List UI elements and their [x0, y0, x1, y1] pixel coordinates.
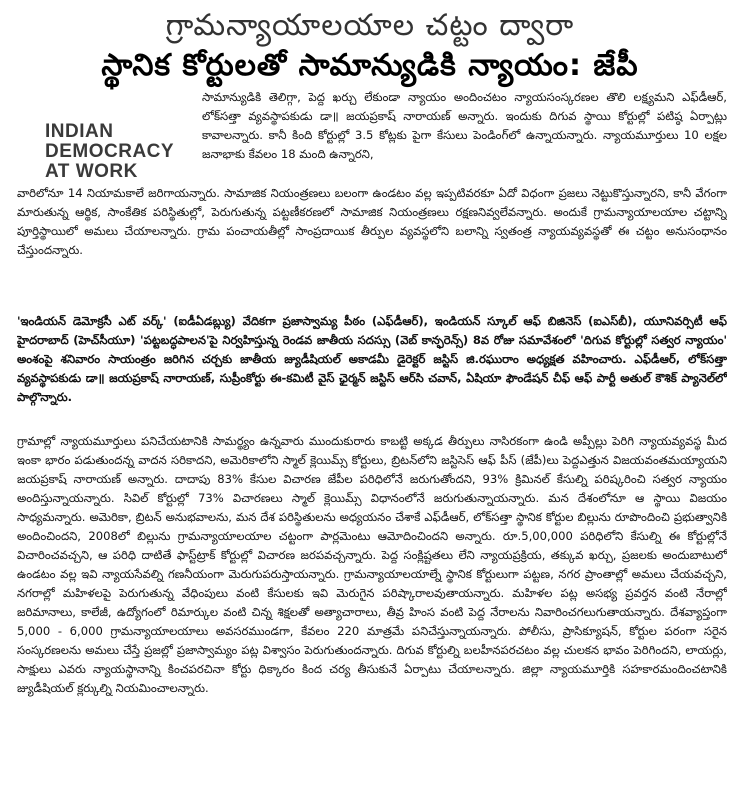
headline: [40, 6, 700, 86]
logo-line-3: AT WORK: [45, 161, 138, 182]
paragraph-1-beside-logo: సామాన్యుడికి తెలిగ్గా, పెద్ద ఖర్చు లేకుండా న్యాయం అందించటం న్యాయసంస్కరణల తొలి లక్ష్యమని ఎఫ్‌డీఆర్, లోక్‌సత్తా వ్యవస్థాపకుడు డా॥ జయప్రకాష్ నారాయణ్ అన్నారు. ఇందుకు దిగువ స్థాయి కోర్టుల్లో పటిష్ఠ ఏర్పాట్లు కావాలన్నారు. కానీ కింది కోర్టుల్లో 3.5 కోట్లకు పైగా కేసులు పెండింగ్‌లో ఉన్నాయన్నారు. న్యాయమూర్తులు 10 లక్షల జనాభాకు కేవలం 18 మంది ఉన్నారని,: [202, 90, 727, 161]
paragraph-3-body: గ్రామాల్లో న్యాయమూర్తులు పనిచేయటానికి సామర్థ్యం ఉన్నవారు ముందుకురారు కాబట్టి అక్కడ తీర్పులు నాసిరకంగా ఉండి అప్పీల్లు పెరిగి న్యాయవ్యవస్థ మీద ఇంకా భారం పడుతుందన్న వాదన సరికాదని, అమెరికాలోని స్మాల్ క్లెయిమ్స్ కోర్టులు, బ్రిటన్‌లోని జస్టిసెస్ ఆఫ్ పీస్ (జేపీ)లు పెద్దఎత్తున విజయవంతమయ్యాయని జయప్రకాష్ నారాయణ్ అన్నారు. దాదాపు 83% కేసుల విచారణ జేపీల పరిధిలోనే జరుగుతోందని, 93% క్రిమినల్ కేసుల్ని పరిష్కరించి సత్వర న్యాయం అందిస్తున్నాయన్నారు. సివిల్ కోర్టుల్లో 73% విచారణలు స్మాల్ క్లెయిమ్స్ విధానంలోనే జరుగుతున్నాయన్నారు. మన దేశంలోనూ ఆ స్థాయి విజయం సాధ్యమన్నారు. అమెరికా, బ్రిటన్ అనుభవాలను, మన దేశ పరిస్థితులను అధ్యయనం చేశాకే ఎఫ్‌డీఆర్, లోక్‌సత్తా స్థానిక కోర్టుల బిల్లును రూపొందించి ప్రభుత్వానికి అందించిందని, 2008లో బిల్లును గ్రామన్యాయాలయాల చట్టంగా పార్లమెంటు ఆమోదించిందని అన్నారు. రూ.5,00,000 పరిధిలోని కేసుల్ని ఈ కోర్టుల్లోనే విచారించవచ్చని, ఆ పరిధి దాటితే ఫాస్ట్‌ట్రాక్ కోర్టుల్లో విచారణ జరపవచ్చన్నారు. పెద్ద సంక్లిష్టతలు లేని న్యాయప్రక్రియ, తక్కువ ఖర్చు, ప్రజలకు అందుబాటులో ఉండటం వల్ల ఇవి న్యాయసేవల్ని గణనీయంగా మెరుగుపరుస్తాయన్నారు. గ్రామన్యాయాలయాల్నే స్థానిక కోర్టులుగా పట్టణ, నగర ప్రాంతాల్లో అమలు చేయవచ్చని, నగరాల్లో మహిళలపై పెరుగుతున్న వేధింపులు వంటి కేసులకు ఇవి మెరుగైన పరిష్కారాలవుతాయన్నారు. మహిళల పట్ల అసభ్య ప్రవర్తన వంటి నేరాల్లో జరిమానాలు, కాలేజీ, ఉద్యోగంలో రిమార్కుల వంటి చిన్న శిక్షలతో అత్యాచారాలు, తీవ్ర హింస వంటి పెద్ద నేరాలను నివారించగలుగుతాయన్నారు. దేశవ్యాప్తంగా 5,000 - 6,000 గ్రామన్యాయాలయాలు అవసరముండగా, కేవలం 220 మాత్రమే పనిచేస్తున్నాయన్నారు. పోలీసు, ప్రాసిక్యూషన్, కోర్టుల పరంగా సరైన సంస్కరణలను అమలు చేస్తే ప్రజల్లో ప్రజాస్వామ్యం పట్ల విశ్వాసం పెరుగుతుందన్నారు. దిగువ కోర్టుల్ని బలహీనపరచటం వల్ల చులకన భావం పెరిగిందని, లాయర్లు, సాక్షులు ఎవరు న్యాయస్థానాన్ని కించపరచినా కోర్టు ధిక్కారం కింద చర్య తీసుకునే ఏర్పాటు చేయాలన్నారు. జిల్లా న్యాయమూర్తికి సహకారమందించటానికి జ్యుడీషియల్ క్లర్కుల్ని నియమించాలన్నారు.: [17, 434, 727, 695]
logo-line-1: INDIAN: [45, 121, 114, 142]
logo-line-2: DEMOCRACY: [45, 141, 175, 162]
headline-line-1: గ్రామన్యాయాలయాల చట్టం ద్వారా: [165, 8, 575, 43]
indian-democracy-at-work-logo: [45, 122, 197, 184]
paragraph-1-continued: వారిలోనూ 14 నియామకాలే జరిగాయన్నారు. సామాజిక నియంత్రణలు బలంగా ఉండటం వల్ల ఇప్పటివరకూ ఏదో విధంగా ప్రజలు నెట్టుకొస్తున్నారని, కానీ వేగంగా మారుతున్న ఆర్థిక, సాంకేతిక పరిస్థితుల్లో, పెరుగుతున్న పట్టణీకరణలో సామాజిక నియంత్రణలు రక్షణనివ్వలేవన్నారు. అందుకే గ్రామన్యాయాలయాల చట్టాన్ని పూర్తిస్థాయిలో అమలు చేయాలన్నారు. గ్రామ పంచాయతీల్లో సాంప్రదాయిక తీర్పుల వ్యవస్థలోని బలాన్ని స్వతంత్ర న్యాయవ్యవస్థతో ఈ చట్టం అనుసంధానం చేస్తుందన్నారు.: [17, 186, 727, 257]
paragraph-2-event-details: 'ఇండియన్ డెమోక్రసీ ఎట్ వర్క్' (ఐడీఏడబ్ల్యు) వేదికగా ప్రజాస్వామ్య పీఠం (ఎఫ్‌డీఆర్), ఇండియన్ స్కూల్ ఆఫ్ బిజినెస్ (ఐఎస్‌బీ), యూనివర్సిటీ ఆఫ్ హైదరాబాద్ (హెచ్‌సీయూ) 'పట్టబద్ధపాలన'పై నిర్వహిస్తున్న రెండవ జాతీయ సదస్సు (వెబ్ కాన్ఫరెన్స్) 8వ రోజు సమావేశంలో 'దిగువ కోర్టుల్లో సత్వర న్యాయం' అంశంపై శనివారం సాయంత్రం జరిగిన చర్చకు జాతీయ జ్యుడీషియల్ అకాడమీ డైరెక్టర్ జస్టిస్ జి.రఘురాం అధ్యక్షత వహించారు. ఎఫ్‌డీఆర్, లోక్‌సత్తా వ్యవస్థాపకుడు డా॥ జయప్రకాష్ నారాయణ్, సుప్రీంకోర్టు ఈ-కమిటీ వైస్ ఛైర్మన్ జస్టిస్ ఆర్‌సి చవాన్, ఏషియా ఫౌండేషన్ చీఫ్ ఆఫ్ పార్టీ అతుల్ కౌశిక్ ప్యానెల్‌లో పాల్గొన్నారు.: [17, 314, 727, 404]
headline-line-2: స్థానిక కోర్టులతో సామాన్యుడికి న్యాయం: జేపీ: [101, 48, 639, 83]
